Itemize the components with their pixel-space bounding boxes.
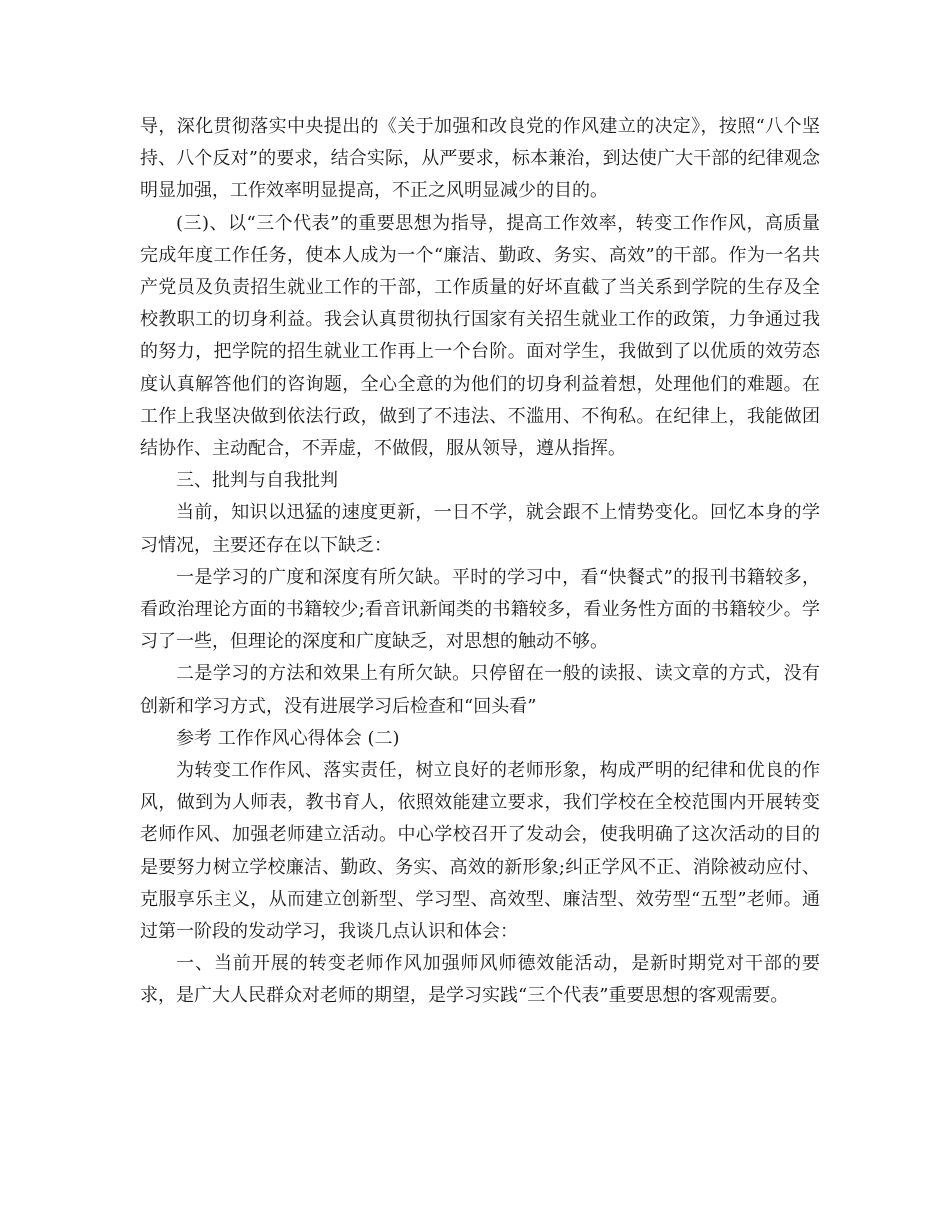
paragraph: 当前，知识以迅猛的速度更新，一日不学，就会跟不上情势变化。回忆本身的学习情况，主要还存在以下缺乏： bbox=[140, 502, 820, 556]
section-heading: 参考 工作作风心得体会 (二) bbox=[176, 727, 400, 749]
paragraph: 一、当前开展的转变老师作风加强师风师德效能活动，是新时期党对干部的要求，是广大人民群众对老师的期望，是学习实践“三个代表”重要思想的客观需要。 bbox=[140, 953, 820, 1007]
paragraph: 为转变工作作风、落实责任，树立良好的老师形象，构成严明的纪律和优良的作风，做到为人师表，教书育人，依照效能建立要求，我们学校在全校范围内开展转变老师作风、加强老师建立活动。中心学校召开了发动会，使我明确了这次活动的目的是要努力树立学校廉洁、勤政、务实、高效的新形象;纠正学风不正、消除被动应付、克服享乐主义，从而建立创新型、学习型、高效型、廉洁型、效劳型“五型”老师。通过第一阶段的发动学习，我谈几点认识和体会： bbox=[140, 760, 820, 943]
paragraph: (三)、以“三个代表”的重要思想为指导，提高工作效率，转变工作作风，高质量完成年度工作任务，使本人成为一个“廉洁、勤政、务实、高效”的干部。作为一名共产党员及负责招生就业工作的干部，工作质量的好坏直截了当关系到学院的生存及全校教职工的切身利益。我会认真贯彻执行国家有关招生就业工作的政策，力争通过我的努力，把学院的招生就业工作再上一个台阶。面对学生，我做到了以优质的效劳态度认真解答他们的咨询题，全心全意的为他们的切身利益着想，处理他们的难题。在工作上我坚决做到依法行政，做到了不违法、不滥用、不徇私。在纪律上，我能做团结协作、主动配合，不弄虚，不做假，服从领导，遵从指挥。 bbox=[140, 212, 820, 460]
body-text bbox=[140, 111, 820, 1013]
paragraph: 一是学习的广度和深度有所欠缺。平时的学习中，看“快餐式”的报刊书籍较多，看政治理论方面的书籍较少;看音讯新闻类的书籍较多，看业务性方面的书籍较少。学习了一些，但理论的深度和广度缺乏，对思想的触动不够。 bbox=[140, 566, 820, 653]
paragraph: 导，深化贯彻落实中央提出的《关于加强和改良党的作风建立的决定》，按照“八个坚持、八个反对”的要求，结合实际，从严要求，标本兼治，到达使广大干部的纪律观念明显加强，工作效率明显提高，不正之风明显减少的目的。 bbox=[140, 116, 820, 202]
section-heading: 三、批判与自我批判 bbox=[176, 470, 338, 492]
paragraph: 二是学习的方法和效果上有所欠缺。只停留在一般的读报、读文章的方式，没有创新和学习方式，没有进展学习后检查和“回头看” bbox=[140, 663, 820, 717]
